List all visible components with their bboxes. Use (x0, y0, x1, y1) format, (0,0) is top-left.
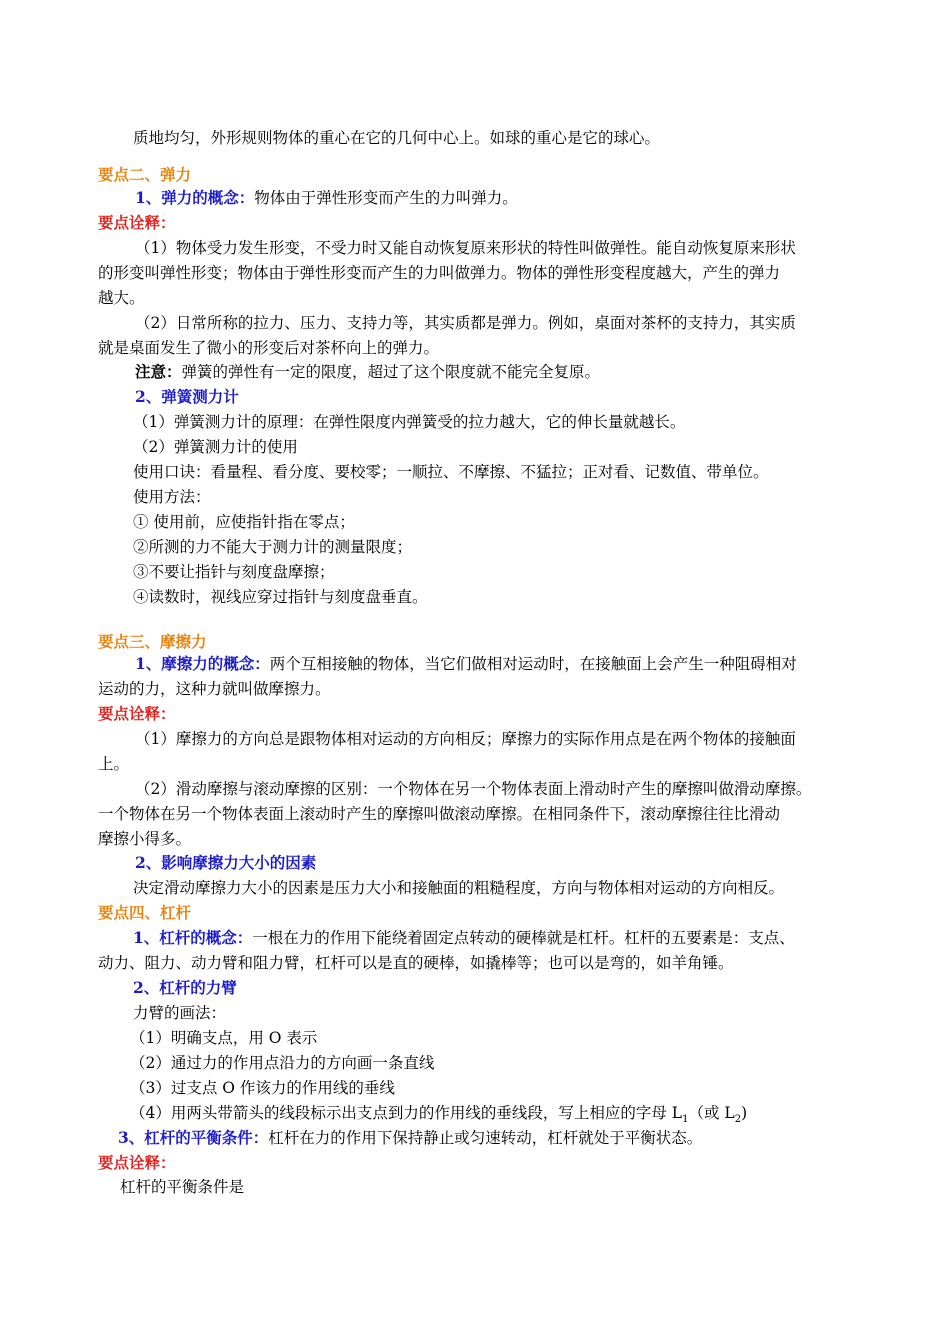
subheading: 2、杠杆的力臂 (133, 978, 237, 997)
paragraph-line: （1）弹簧测力计的原理：在弹性限度内弹簧受的拉力越大，它的伸长量就越长。 (133, 413, 686, 431)
paragraph-line: （1）摩擦力的方向总是跟物体相对运动的方向相反；摩擦力的实际作用点是在两个物体的接触面 (135, 730, 796, 748)
list-item: ②所测的力不能大于测力计的测量限度； (133, 538, 413, 556)
subheading: 2、影响摩擦力大小的因素 (135, 853, 317, 872)
paragraph-line: 摩擦小得多。 (98, 830, 192, 848)
list-item: ① 使用前，应使指针指在零点； (133, 513, 355, 531)
paragraph-line: 杠杆的平衡条件是 (120, 1178, 245, 1196)
text-span: （或 L (688, 1104, 735, 1122)
paragraph-line: 一个物体在另一个物体表面上滚动时产生的摩擦叫做滚动摩擦。在相同条件下，滚动摩擦往往比滑动 (98, 805, 781, 823)
text-span: （4）用两头带箭头的线段标示出支点到力的作用线的垂线段，写上相应的字母 L (130, 1104, 683, 1122)
paragraph-line (135, 654, 895, 674)
text-span: 一根在力的作用下能绕着固定点转动的硬棒就是杠杆。杠杆的五要素是：支点、 (252, 929, 795, 947)
paragraph-line (135, 362, 895, 382)
note-heading: 要点诠释： (98, 704, 176, 723)
paragraph-line: 使用口诀：看量程、看分度、要校零；一顺拉、不摩擦、不猛拉；正对看、记数值、带单位。 (133, 463, 769, 481)
paragraph-line: 质地均匀，外形规则物体的重心在它的几何中心上。如球的重心是它的球心。 (133, 129, 661, 147)
subscript: 2 (734, 1114, 742, 1126)
section-heading-friction: 要点三、摩擦力 (98, 632, 207, 651)
paragraph-line: 越大。 (98, 289, 145, 307)
list-item: ③不要让指针与刻度盘摩擦； (133, 563, 335, 581)
subheading: 1、摩擦力的概念： (135, 654, 270, 673)
paragraph-line: （1）物体受力发生形变，不受力时又能自动恢复原来形状的特性叫做弹性。能自动恢复原来形状 (135, 239, 796, 257)
paragraph-line (133, 928, 893, 948)
paragraph-line: 动力、阻力、动力臂和阻力臂，杠杆可以是直的硬棒，如撬棒等；也可以是弯的，如羊角锤。 (98, 954, 734, 972)
subheading: 3、杠杆的平衡条件： (118, 1128, 269, 1147)
paragraph-line: （2）日常所称的拉力、压力、支持力等，其实质都是弹力。例如，桌面对茶杯的支持力，其实质 (135, 314, 796, 332)
paragraph-line: 就是桌面发生了微小的形变后对茶杯向上的弹力。 (98, 339, 440, 357)
paragraph-line: 使用方法： (133, 488, 211, 506)
paragraph-line: 运动的力，这种力就叫做摩擦力。 (98, 680, 331, 698)
paragraph-line: 上。 (98, 755, 130, 773)
text-span: 两个互相接触的物体，当它们做相对运动时，在接触面上会产生一种阻碍相对 (269, 655, 797, 673)
subscript: 1 (682, 1114, 689, 1126)
list-item: （3）过支点 O 作该力的作用线的垂线 (130, 1079, 395, 1097)
list-item: （2）通过力的作用点沿力的方向画一条直线 (130, 1054, 435, 1072)
text-span: 杠杆在力的作用下保持静止或匀速转动，杠杆就处于平衡状态。 (268, 1129, 703, 1147)
paragraph-line: （2）弹簧测力计的使用 (133, 438, 298, 456)
note-heading: 要点诠释： (98, 213, 176, 232)
paragraph-line: 的形变叫弹性形变；物体由于弹性形变而产生的力叫做弹力。物体的弹性形变程度越大，产生的弹力 (98, 264, 781, 282)
subheading: 1、杠杆的概念： (133, 928, 253, 947)
subheading: 2、弹簧测力计 (135, 387, 239, 406)
paragraph-line (118, 1128, 878, 1148)
list-item: （1）明确支点，用 O 表示 (130, 1029, 318, 1047)
paragraph-line: （2）滑动摩擦与滚动摩擦的区别：一个物体在另一个物体表面上滑动时产生的摩擦叫做滑动摩擦。 (135, 780, 812, 798)
paragraph-line (135, 188, 895, 208)
text-span: ) (741, 1104, 748, 1122)
subheading: 1、弹力的概念： (135, 188, 255, 207)
note-label: 注意： (135, 362, 182, 381)
text-span: 物体由于弹性形变而产生的力叫弹力。 (254, 189, 518, 207)
paragraph-line: 决定滑动摩擦力大小的因素是压力大小和接触面的粗糙程度，方向与物体相对运动的方向相反。 (133, 879, 785, 897)
list-item (130, 1103, 890, 1126)
section-heading-lever: 要点四、杠杆 (98, 903, 192, 922)
text-span: 弹簧的弹性有一定的限度，超过了这个限度就不能完全复原。 (181, 363, 601, 381)
section-heading-elastic-force: 要点二、弹力 (98, 165, 192, 184)
list-item: ④读数时，视线应穿过指针与刻度盘垂直。 (133, 588, 428, 606)
paragraph-line: 力臂的画法： (133, 1004, 227, 1022)
note-heading: 要点诠释： (98, 1153, 176, 1172)
